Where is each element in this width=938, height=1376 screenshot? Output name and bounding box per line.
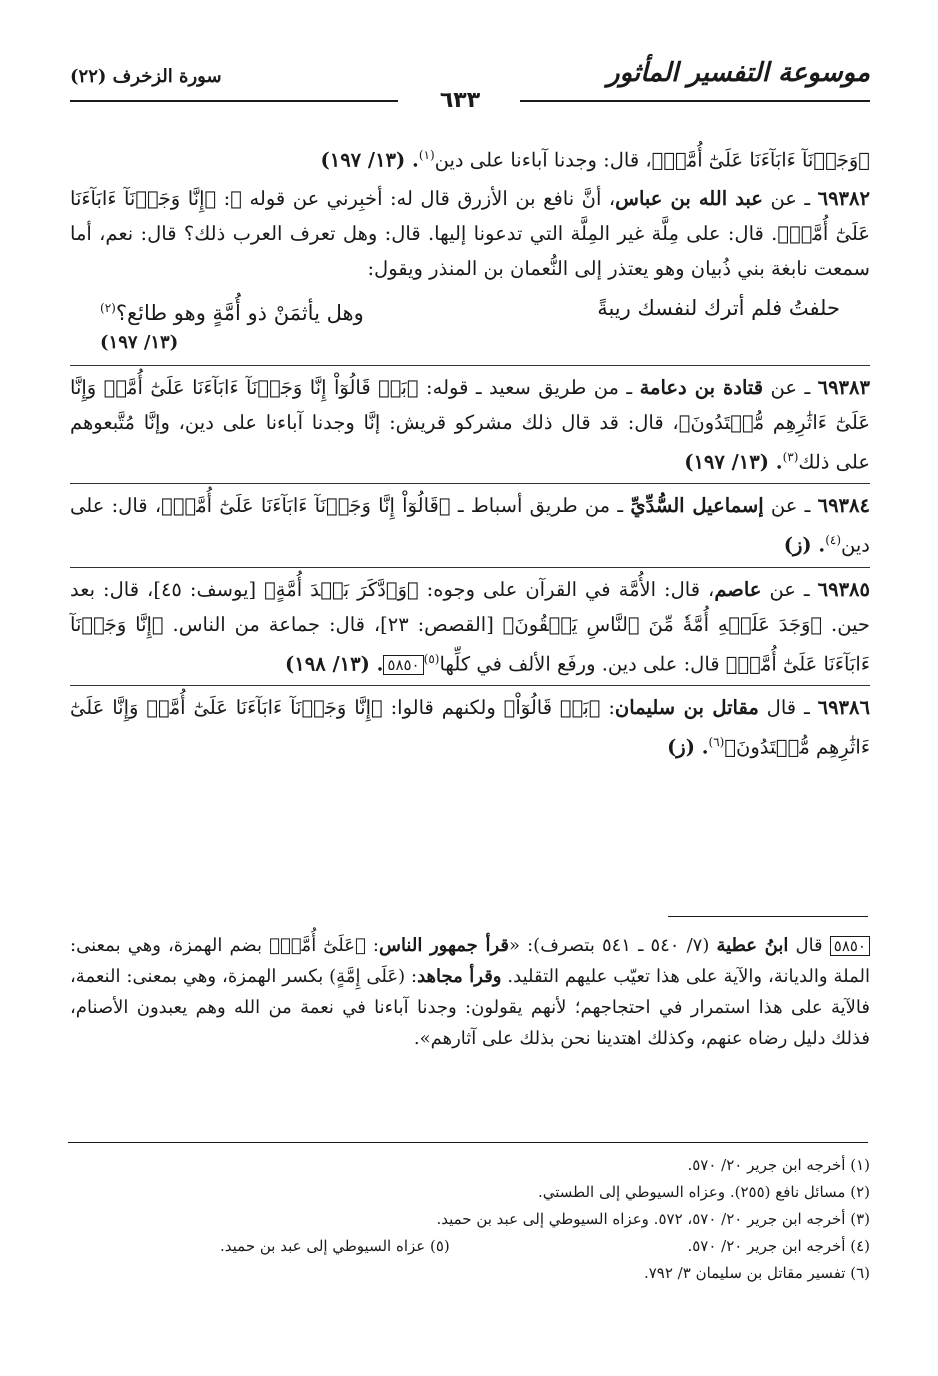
footnote-text: (٦) تفسير مقاتل بن سليمان ٣/ ٧٩٢. xyxy=(643,1264,870,1282)
footnote-2 xyxy=(70,1179,870,1206)
page-header xyxy=(70,58,870,113)
commentary-divider xyxy=(668,916,868,917)
paragraph-4 xyxy=(70,572,870,682)
footnotes xyxy=(70,1152,870,1287)
hadith-number: ٦٩٣٨٦ xyxy=(817,696,870,719)
hadith-number: ٦٩٣٨٤ xyxy=(817,494,870,517)
paragraph-text: : ﴿بَلۡ قَالُوٓاْ﴾ ولكنهم قالوا: ﴿إِنَّا وَجَدۡنَآ ءَابَآءَنَا عَلَىٰٓ أُمَّةٖ وَإِنَّا عَلَىٰٓ ءَاثَٰرِهِم مُّهۡتَدُونَ﴾ xyxy=(70,696,870,759)
commentary-author: ابنُ عطية xyxy=(716,935,789,956)
paragraph-2 xyxy=(70,370,870,480)
paragraph-lead: ـ عن xyxy=(762,186,818,210)
main-text xyxy=(70,138,870,768)
paragraph-divider xyxy=(70,685,870,686)
volume-reference: . (ز) xyxy=(667,735,709,759)
narrator-name: مقاتل بن سليمان xyxy=(614,696,759,719)
footnote-1 xyxy=(70,1152,870,1179)
volume-reference: . (١٣/ ١٩٧) xyxy=(320,148,419,172)
footnote-text: (٤) أخرجه ابن جرير ٢٠/ ٥٧٠. xyxy=(687,1237,870,1255)
footnote-text: (١) أخرجه ابن جرير ٢٠/ ٥٧٠. xyxy=(687,1156,870,1174)
commentary-text: قال xyxy=(788,935,830,956)
commentary-text: (٧/ ٥٤٠ ـ ٥٤١ بتصرف): « xyxy=(509,935,717,956)
footnote-4-5 xyxy=(70,1233,870,1260)
commentary-text: : ﴿عَلَىٰٓ أُمَّةٖ﴾ بضم الهمزة، وهي بمعنى: الملة والديانة، والآية على هذا تعيّب عليهم التقليد. xyxy=(70,935,871,987)
narrator-name: إسماعيل السُّدِّيِّ xyxy=(630,494,764,517)
footnote-text: (٢) مسائل نافع (٢٥٥). وعزاه السيوطي إلى الطستي. xyxy=(537,1183,870,1201)
paragraph-text: ، قال: الأُمَّة في القرآن على وجوه: ﴿وَٱدَّكَرَ بَعۡدَ أُمَّةٍ﴾ [يوسف: ٤٥]، قال: بعد حين. ﴿وَجَدَ عَلَيۡهِ أُمَّةٗ مِّنَ ٱلنَّاسِ يَسۡقُونَ﴾ [القصص: ٢٣]، قال: جماعة من الناس. ﴿إِنَّا وَجَدۡنَآ ءَابَآءَنَا عَلَىٰٓ أُمَّةٖ﴾ قال: على دين. ورفَع الألف في كلِّها xyxy=(70,577,870,675)
poem-verse xyxy=(70,289,870,361)
poem-hemistich-1: حلفتُ فلم أترك لنفسك ريبةً xyxy=(597,295,840,320)
hadith-number: ٦٩٣٨٥ xyxy=(817,577,870,601)
book-title: موسوعة التفسير المأثور xyxy=(607,58,870,88)
commentary-link-box[interactable]: ٥٨٥٠ xyxy=(383,655,423,675)
volume-reference: . (ز) xyxy=(783,533,826,557)
paragraph-5 xyxy=(70,690,870,765)
footnote-marker: (٢) xyxy=(100,300,116,315)
hadith-number: ٦٩٣٨٣ xyxy=(817,375,870,399)
page-number: ٦٣٣ xyxy=(410,88,510,113)
narrator-name: قتادة بن دعامة xyxy=(639,375,764,399)
footnote-3 xyxy=(70,1206,870,1233)
commentary-emphasis: قرأ جمهور الناس xyxy=(378,935,509,956)
paragraph-lead: ـ عن xyxy=(761,577,818,601)
footnote-marker: (١) xyxy=(418,148,435,162)
narrator-name: عبد الله بن عباس xyxy=(615,186,763,210)
paragraph-lead: ـ عن xyxy=(763,375,818,399)
narrator-name: عاصم xyxy=(714,577,762,601)
paragraph-divider xyxy=(70,365,870,366)
commentary-number-box: ٥٨٥٠ xyxy=(830,936,870,956)
paragraph-divider xyxy=(70,483,870,484)
paragraph-1 xyxy=(70,181,870,286)
paragraph-0 xyxy=(70,138,870,178)
commentary-emphasis: وقرأ مجاهد xyxy=(417,966,502,987)
paragraph-text: ـ من طريق سعيد ـ قوله: ﴿بَلۡ قَالُوٓاْ إِنَّا وَجَدۡنَآ ءَابَآءَنَا عَلَىٰٓ أُمَّةٖ وَإِنَّا عَلَىٰٓ ءَاثَٰرِهِم مُّهۡتَدُونَ﴾، قال: قد قال ذلك مشركو قريش: إنَّا وجدنا آباءنا على دين، وإنَّا مُتَّبعوهم على ذلك xyxy=(70,375,870,473)
volume-reference: (١٣/ ١٩٧) xyxy=(100,331,179,353)
poem-hemistich-2: وهل يأثمَنْ ذو أُمَّةٍ وهو طائع؟ xyxy=(115,300,364,325)
commentary-block xyxy=(70,930,870,1054)
footnote-marker: (٦) xyxy=(708,735,725,749)
paragraph-3 xyxy=(70,488,870,563)
surah-label: سورة الزخرف (٢٢) xyxy=(70,66,222,87)
header-rule-right xyxy=(520,100,870,102)
paragraph-lead: ـ عن xyxy=(763,494,818,517)
volume-reference: . (١٣/ ١٩٨) xyxy=(285,652,384,675)
footnote-6 xyxy=(70,1260,870,1287)
commentary-text: : (عَلَى إِمَّةٍ) بكسر الهمزة، وهي بمعنى: النعمة، فالآية على هذا استمرار في احتجاجهم؛ لأنهم يقولون: وجدنا آباءنا في نعمة من الله وهم يعبدون الأصنام، فذلك دليل رضاه عنهم، وكذلك اهتدينا نحن بذلك على آثارهم». xyxy=(70,966,870,1049)
paragraph-text: ﴿وَجَدۡنَآ ءَابَآءَنَا عَلَىٰٓ أُمَّةٖ﴾، قال: وجدنا آباءنا على دين xyxy=(434,148,870,172)
paragraph-text: ، أنَّ نافع بن الأزرق قال له: أخبِرني عن قوله ﷻ: ﴿إِنَّا وَجَدۡنَآ ءَابَآءَنَا عَلَىٰٓ أُمَّةٖ﴾. قال: على مِلَّة غير المِلَّة التي تدعونا إليها. قال: وهل تعرف العرب ذلك؟ قال: نعم، أما سمعت نابغة بني ذُبيان وهو يعتذر إلى النُّعمان بن المنذر ويقول: xyxy=(70,186,870,280)
footnote-marker: (٣) xyxy=(782,449,799,464)
volume-reference: . (١٣/ ١٩٧) xyxy=(684,450,783,473)
footnote-marker: (٤) xyxy=(825,533,842,547)
hadith-number: ٦٩٣٨٢ xyxy=(817,186,870,210)
footnotes-divider xyxy=(68,1142,868,1143)
footnote-marker: (٥) xyxy=(423,651,440,666)
paragraph-divider xyxy=(70,567,870,568)
paragraph-text: ـ من طريق أسباط ـ ﴿قَالُوٓاْ إِنَّا وَجَدۡنَآ ءَابَآءَنَا عَلَىٰٓ أُمَّةٖ﴾، قال: على دين xyxy=(70,494,870,557)
header-rule-left xyxy=(70,100,398,102)
paragraph-lead: ـ قال xyxy=(758,696,818,719)
footnote-text: (٥) عزاه السيوطي إلى عبد بن حميد. xyxy=(220,1237,450,1255)
footnote-text: (٣) أخرجه ابن جرير ٢٠/ ٥٧٠، ٥٧٢. وعزاه السيوطي إلى عبد بن حميد. xyxy=(436,1210,870,1228)
